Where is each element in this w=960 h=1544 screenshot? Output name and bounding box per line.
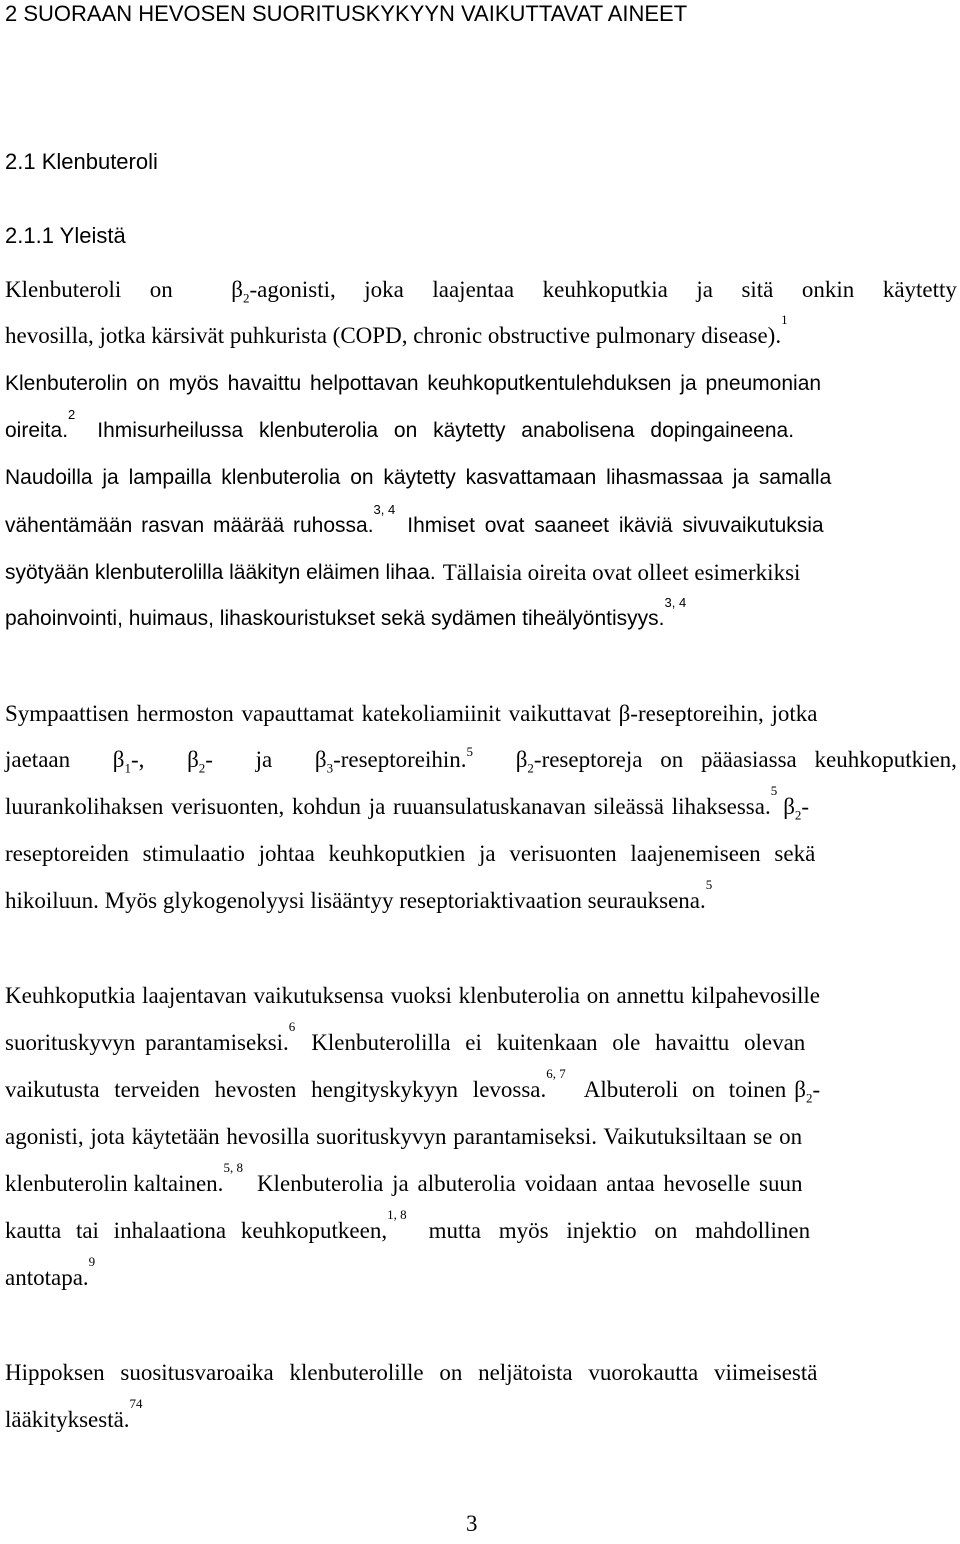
chapter-title: 2 SUORAAN HEVOSEN SUORITUSKYKYYN VAIKUTTAVAT AINEET (5, 1, 688, 26)
p3-line-5: klenbuterolin kaltainen. $^{5, 8}$ Klenbuterolia ja albuterolia voidaan antaa hevoselle suun (5, 1160, 803, 1196)
p1-line-5: Naudoilla ja lampailla klenbuterolia on käytetty kasvattamaan lihasmassaa ja samalla (5, 466, 832, 489)
p1-line-4: oireita. $^2$ Ihmisurheilussa klenbuterolia on käytetty anabolisena dopingaineena. (5, 407, 795, 442)
p4-line-2: lääkityksestä. $^{74}$ (5, 1396, 143, 1432)
p3-line-4: agonisti, jota käytetään hevosilla suorituskyvyn parantamiseksi. Vaikutuksiltaan se on (5, 1124, 803, 1149)
section-title: 2.1 Klenbuteroli (5, 149, 158, 174)
p2-line-3: luurankolihaksen verisuonten, kohdun ja ruuansulatuskanavan sileässä lihaksessa. $^5$ $\beta_2-$ (5, 783, 810, 823)
p1-line-3: Klenbuterolin on myös havaittu helpottavan keuhkoputkentulehduksen ja pneumonian (5, 372, 822, 395)
p2-line-5: hikoiluun. Myös glykogenolyysi lisääntyy reseptoriaktivaation seurauksena. $^5$ (5, 877, 713, 913)
p1-line-2: hevosilla, jotka kärsivät puhkurista (COPD, chronic obstructive pulmonary disease). $^1$ (5, 312, 788, 348)
p3-line-6: kautta tai inhalaationa keuhkoputkeen, $^{1, 8}$ mutta myös injektio on mahdollinen (5, 1207, 811, 1243)
p1-line-1: Klenbuteroli on $\beta_2$-agonisti, joka laajentaa keuhkoputkia ja sitä onkin käytetty (5, 277, 957, 306)
p3-line-7: antotapa. $^9$ (5, 1254, 96, 1290)
page-number: 3 (466, 1511, 478, 1536)
p2-line-4: reseptoreiden stimulaatio johtaa keuhkoputkien ja verisuonten laajenemiseen sekä (5, 841, 816, 866)
p1-line-8: pahoinvointi, huimaus, lihaskouristukset sekä sydämen tiheälyöntisyys. $^{3, 4}$ (5, 595, 687, 630)
p4-line-1: Hippoksen suositusvaroaika klenbuterolille on neljätoista vuorokautta viimeisestä (5, 1360, 818, 1385)
p1-line-7: syötyään klenbuterolilla lääkityn eläimen lihaa. Tällaisia oireita ovat olleet esimerkiksi (5, 560, 801, 585)
subsection-title: 2.1.1 Yleistä (5, 223, 126, 248)
p3-line-2: suorituskyvyn parantamiseksi. $^6$ Klenbuterolilla ei kuitenkaan ole havaittu olevan (5, 1019, 806, 1055)
p2-line-2: jaetaan $\beta_1-$, $\beta_2-$ ja $\beta_3-reseptoreihin.^5$ $\beta_2$-reseptoreja on pääasiassa keuhkoputkien, (5, 744, 957, 776)
p1-line-6: vähentämään rasvan määrää ruhossa. $^{3, 4}$ Ihmiset ovat saaneet ikäviä sivuvaikutuksia (5, 502, 824, 537)
p3-line-3: vaikutusta terveiden hevosten hengityskykyyn levossa. $^{6, 7}$ Albuteroli on toinen $\beta_2-$ (5, 1066, 821, 1106)
p2-line-1: Sympaattisen hermoston vapauttamat katekoliamiinit vaikuttavat β-reseptoreihin, jotka (5, 701, 818, 726)
p3-line-1: Keuhkoputkia laajentavan vaikutuksensa vuoksi klenbuterolia on annettu kilpahevosille (5, 983, 820, 1008)
